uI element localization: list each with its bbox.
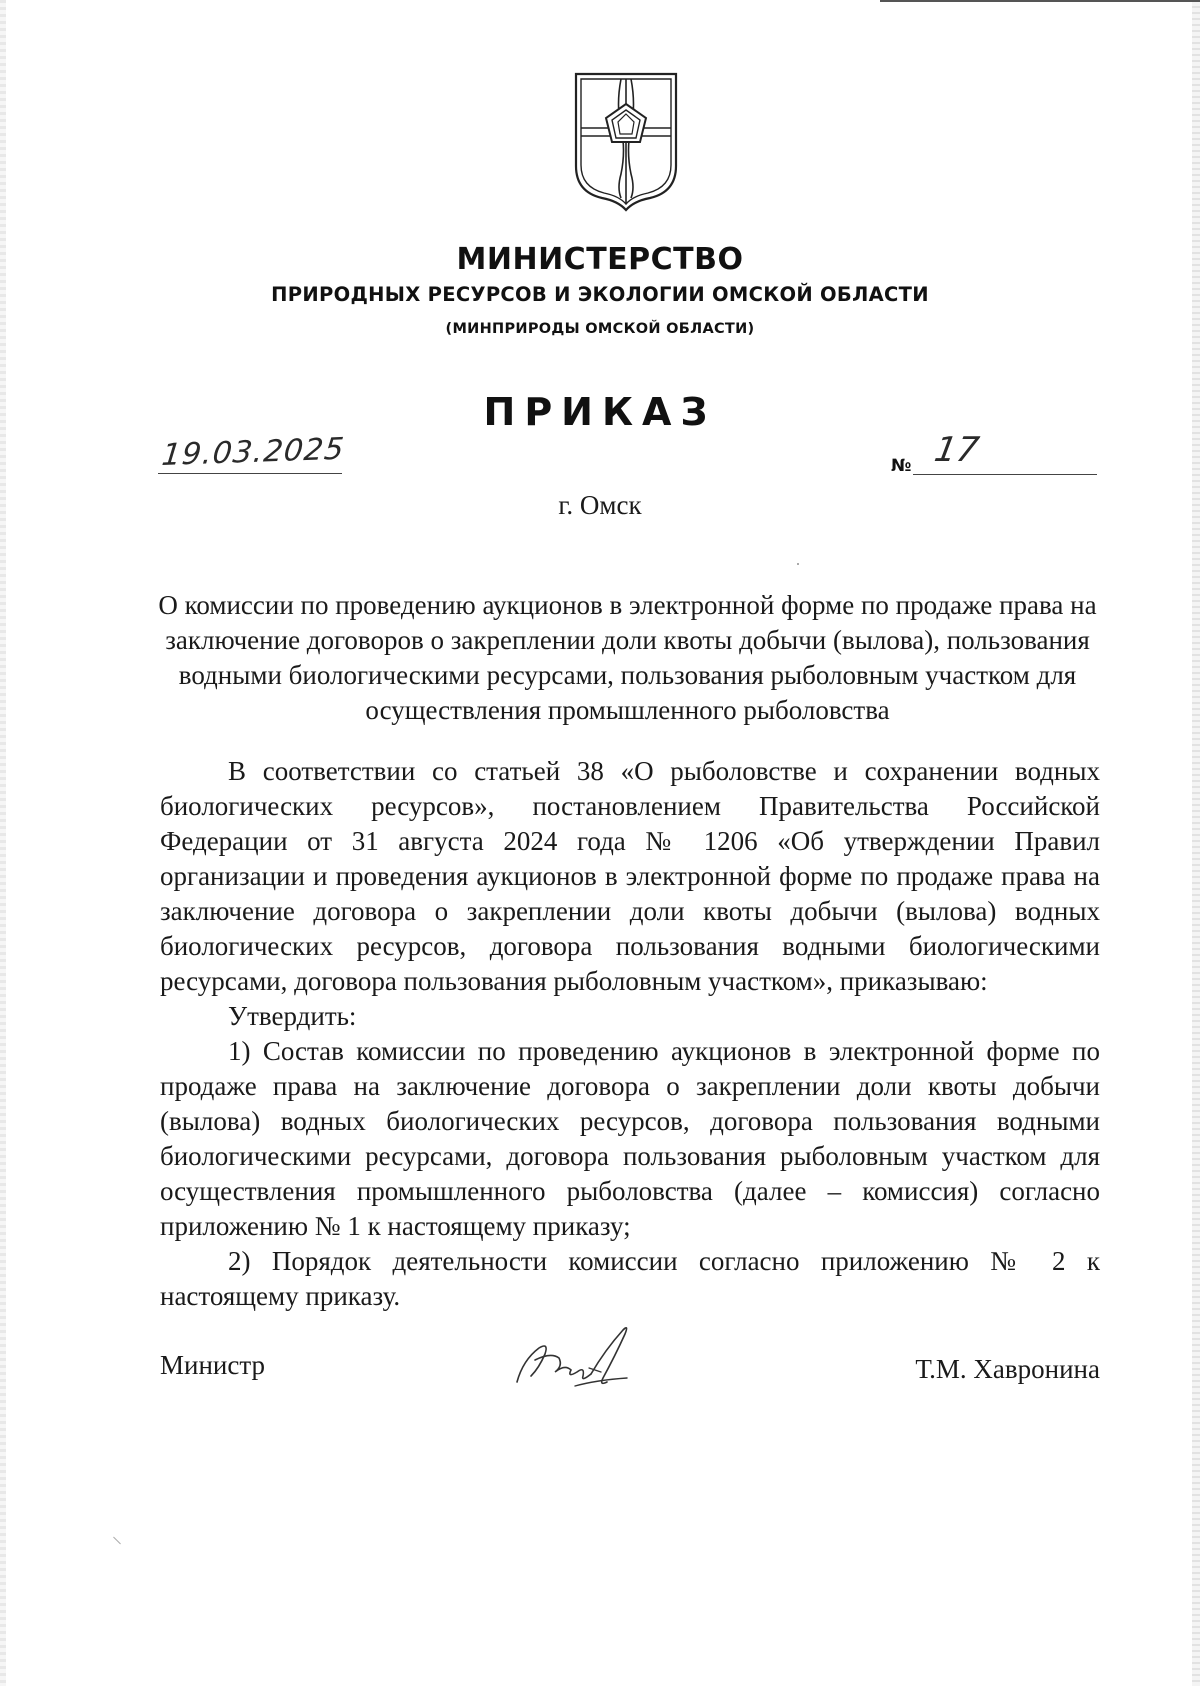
signatory-position: Министр — [160, 1350, 265, 1380]
org-subtitle: ПРИРОДНЫХ РЕСУРСОВ И ЭКОЛОГИИ ОМСКОЙ ОБЛАСТИ — [271, 283, 929, 306]
scan-speck — [797, 563, 799, 565]
scan-top-rule — [880, 0, 1200, 2]
document-date: 19.03.2025 — [160, 431, 347, 473]
coat-of-arms-icon — [572, 70, 680, 212]
body-paragraph-item-1: 1) Состав комиссии по проведению аукционов в электронной форме по продаже права на заключение договора о закреплении доли квоты добычи (вылова) водных биологических ресурсов, договора пользования водными биологическими ресурсами, договора пользования рыболовным участком для осуществления промышленного рыболовства (далее – комиссия) согласно приложению № 1 к настоящему приказу; — [160, 1036, 1100, 1241]
document-type: ПРИКАЗ — [483, 390, 717, 434]
document-number: 17 — [931, 430, 982, 470]
body-paragraph-item-2: 2) Порядок деятельности комиссии согласно приложению № 2 к настоящему приказу. — [160, 1246, 1100, 1311]
document-heading: О комиссии по проведению аукционов в электронной форме по продаже права на заключение договоров о закреплении доли квоты добычи (вылова), пользования водными биологическими ресурсами, пользования рыболовным участком для осуществления промышленного рыболовства — [158, 590, 1097, 725]
body-paragraph-approve: Утвердить: — [228, 1001, 357, 1031]
signatory-name: Т.М. Хавронина — [915, 1354, 1100, 1384]
signature-block — [160, 1340, 1100, 1400]
document-city: г. Омск — [558, 490, 642, 520]
date-underline — [158, 473, 342, 474]
handwritten-signature-icon — [505, 1320, 655, 1400]
number-label: № — [891, 456, 912, 476]
org-title: МИНИСТЕРСТВО — [456, 242, 744, 277]
scan-speck — [113, 1537, 121, 1545]
org-short-name: (МИНПРИРОДЫ ОМСКОЙ ОБЛАСТИ) — [445, 321, 755, 337]
number-underline — [913, 474, 1097, 475]
document-body — [160, 754, 1100, 1314]
body-paragraph-preamble: В соответствии со статьей 38 «О рыболовстве и сохранении водных биологических ресурсов», постановлением Правительства Российской Федерации от 31 августа 2024 года № 1206 «Об утверждении Правил организации и проведения аукционов в электронной форме по продаже права на заключение договора о закреплении доли квоты добычи (вылова) водных биологических ресурсов, договора пользования водными биологическими ресурсами, договора пользования рыболовным участком», приказываю: — [160, 756, 1100, 996]
